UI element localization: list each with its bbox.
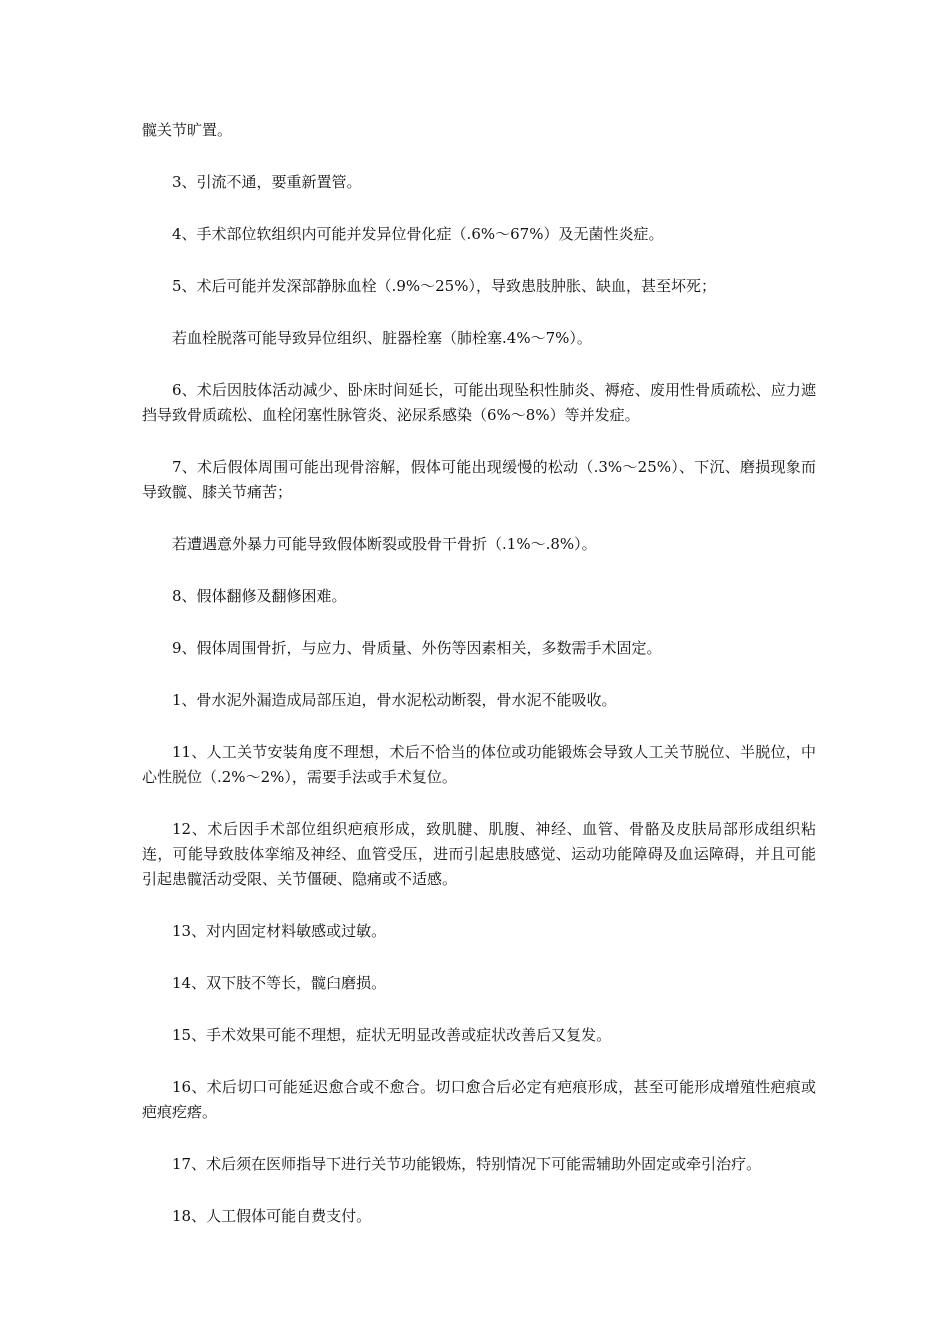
paragraph-item-4: 4、手术部位软组织内可能并发异位骨化症（.6%～67%）及无菌性炎症。 xyxy=(172,225,664,243)
paragraph-item-10: 1、骨水泥外漏造成局部压迫，骨水泥松动断裂，骨水泥不能吸收。 xyxy=(172,691,617,709)
paragraph-item-6: 6、术后因肢体活动减少、卧床时间延长，可能出现坠积性肺炎、褥疮、废用性骨质疏松、应力遮挡导致骨质疏松、血栓闭塞性脉管炎、泌尿系感染（6%～8%）等并发症。 xyxy=(142,381,816,424)
paragraph-item-5-note: 若血栓脱落可能导致异位组织、脏器栓塞（肺栓塞.4%～7%）。 xyxy=(172,329,592,347)
paragraph-item-8: 8、假体翻修及翻修困难。 xyxy=(172,587,347,605)
paragraph-item-16: 16、术后切口可能延迟愈合或不愈合。切口愈合后必定有疤痕形成，甚至可能形成增殖性疤痕或疤痕疙瘩。 xyxy=(142,1078,816,1121)
paragraph-item-12: 12、术后因手术部位组织疤痕形成，致肌腱、肌腹、神经、血管、骨骼及皮肤局部形成组织粘连，可能导致肢体挛缩及神经、血管受压，进而引起患肢感觉、运动功能障碍及血运障碍，并且可能引起患髋活动受限、关节僵硬、隐痛或不适感。 xyxy=(142,820,816,888)
paragraph-item-5: 5、术后可能并发深部静脉血栓（.9%～25%），导致患肢肿胀、缺血，甚至坏死； xyxy=(172,277,716,295)
paragraph-item-3: 3、引流不通，要重新置管。 xyxy=(172,173,362,191)
paragraph-item-7: 7、术后假体周围可能出现骨溶解，假体可能出现缓慢的松动（.3%～25%）、下沉、磨损现象而导致髋、膝关节痛苦； xyxy=(142,458,816,501)
paragraph-item-17: 17、术后须在医师指导下进行关节功能锻炼，特别情况下可能需辅助外固定或牵引治疗。 xyxy=(172,1155,762,1173)
paragraph-item-18: 18、人工假体可能自费支付。 xyxy=(172,1207,372,1225)
paragraph-item-9: 9、假体周围骨折，与应力、骨质量、外伤等因素相关，多数需手术固定。 xyxy=(172,639,662,657)
paragraph-item-15: 15、手术效果可能不理想，症状无明显改善或症状改善后又复发。 xyxy=(172,1026,612,1044)
paragraph-continuation: 髋关节旷置。 xyxy=(142,121,233,139)
paragraph-item-13: 13、对内固定材料敏感或过敏。 xyxy=(172,922,387,940)
paragraph-item-11: 11、人工关节安装角度不理想，术后不恰当的体位或功能锻炼会导致人工关节脱位、半脱位，中心性脱位（.2%～2%），需要手法或手术复位。 xyxy=(142,743,816,786)
paragraph-item-7-note: 若遭遇意外暴力可能导致假体断裂或股骨干骨折（.1%～.8%）。 xyxy=(172,535,597,553)
document-body xyxy=(142,118,816,1256)
paragraph-item-14: 14、双下肢不等长，髋臼磨损。 xyxy=(172,974,387,992)
